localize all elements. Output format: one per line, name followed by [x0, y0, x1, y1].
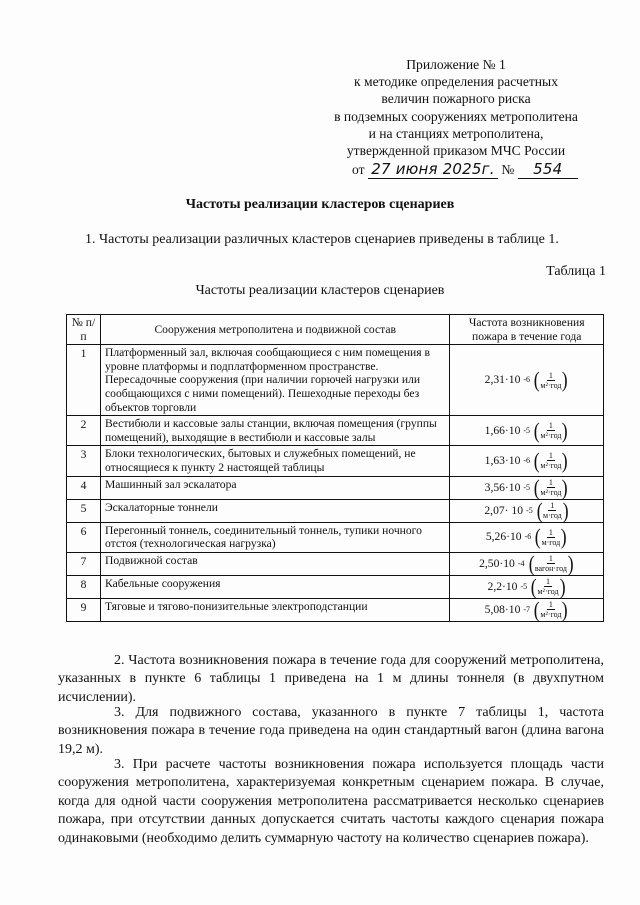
- unit-denominator: м·год: [541, 537, 561, 547]
- unit-fraction: ( $\frac{1}{\text{м²·год}}$ ): [530, 573, 566, 599]
- row-number: 4: [67, 476, 101, 499]
- unit-denominator: м·год: [543, 511, 562, 521]
- frequency-exponent: -5: [520, 581, 528, 591]
- table-title: Частоты реализации кластеров сценариев: [195, 283, 445, 298]
- unit-fraction: ( $\frac{1}{\text{м·год}}$ ): [534, 524, 567, 550]
- paragraph-4-text: 3. При расчете частоты возникновения пожара используется площадь части сооружения метрополитена, характеризуемая конкретным сценарием пожара. В случае, когда для одной части сооружения метрополитена рассматривается несколько сценариев пожара, при отсутствии данных допускается считать частоты каждого сценария пожара одинаковыми (необходимо делить суммарную частоту на количество сценариев пожара).: [58, 757, 604, 846]
- table-label: Таблица 1: [546, 264, 606, 279]
- row-description: Вестибюли и кассовые залы станции, включая помещения (группы помещений), выходящие в вестибюли и кассовые залы: [101, 416, 450, 446]
- handwritten-number: 554: [518, 160, 578, 179]
- unit-fraction: ( $\frac{1}{\text{м²·год}}$ ): [533, 367, 569, 393]
- row-number: 1: [67, 345, 101, 416]
- appendix-header: [300, 56, 612, 159]
- row-description: Перегонный тоннель, соединительный тоннель, тупики ночного отстоя (технологическая нагрузка): [101, 522, 450, 552]
- row-frequency: [450, 345, 604, 416]
- unit-numerator: 1: [548, 421, 553, 431]
- frequency-mantissa: 2,31·10: [484, 373, 521, 387]
- row-frequency: [450, 446, 604, 476]
- unit-numerator: 1: [548, 370, 553, 380]
- unit-fraction: ( $\frac{1}{\text{м·год}}$ ): [536, 497, 569, 523]
- table-row: [67, 575, 604, 598]
- table-row: [67, 416, 604, 446]
- order-date-number: [352, 160, 588, 182]
- frequency-exponent: -5: [523, 482, 531, 492]
- unit-fraction: ( $\frac{1}{\text{вагон·год}}$ ): [528, 550, 574, 576]
- unit-denominator: м²·год: [540, 461, 562, 471]
- frequency-mantissa: 1,63·10: [484, 454, 521, 468]
- row-description: Платформенный зал, включая сообщающиеся с ним помещения в уровне платформы и подплатформенном пространстве. Пересадочные сооружения (при наличии горючей нагрузки или сообщающихся с ними помещений). Пешеходные переходы без объектов торговли: [101, 345, 450, 416]
- paragraph-2: [58, 652, 604, 707]
- unit-numerator: 1: [546, 577, 550, 587]
- frequency-exponent: -7: [523, 604, 531, 614]
- frequency-exponent: -5: [523, 425, 531, 435]
- unit-numerator: 1: [548, 478, 553, 488]
- handwritten-date: 27 июня 2025г.: [368, 160, 498, 179]
- paragraph-4: [58, 756, 604, 848]
- paragraph-3-text: 3. Для подвижного состава, указанного в пункте 7 таблицы 1, частота возникновения пожара в течение года приведена на один стандартный вагон (длина вагона 19,2 м).: [58, 705, 604, 757]
- table-header-row: [67, 315, 604, 345]
- row-description: Машинный зал эскалатора: [101, 476, 450, 499]
- row-number: 8: [67, 575, 101, 598]
- table-row: [67, 345, 604, 416]
- appendix-line: в подземных сооружениях метрополитена: [334, 108, 578, 124]
- row-number: 5: [67, 499, 101, 522]
- from-label: от: [352, 162, 365, 177]
- section-title: Частоты реализации кластеров сценариев: [185, 197, 455, 212]
- unit-denominator: м²·год: [537, 587, 559, 597]
- frequency-mantissa: 1,66·10: [484, 423, 521, 437]
- row-number: 3: [67, 446, 101, 476]
- frequency-exponent: -5: [526, 505, 533, 515]
- unit-denominator: м²·год: [540, 380, 562, 390]
- unit-numerator: 1: [548, 527, 553, 537]
- row-description: Эскалаторные тоннели: [101, 499, 450, 522]
- frequency-exponent: -6: [523, 456, 531, 466]
- row-description: Тяговые и тягово-понизительные электроподстанции: [101, 598, 450, 621]
- unit-denominator: м²·год: [540, 431, 562, 441]
- appendix-line: к методике определения расчетных: [354, 74, 558, 90]
- unit-numerator: 1: [548, 451, 553, 461]
- header-freq: Частота возникновения пожара в течение года: [450, 315, 604, 345]
- row-description: Подвижной состав: [101, 552, 450, 575]
- paragraph-2-text: 2. Частота возникновения пожара в течение года для сооружений метрополитена, указанных в пункте 6 таблицы 1 приведена на 1 м длины тоннеля (в двухпутном исчислении).: [58, 653, 604, 705]
- table-row: [67, 499, 604, 522]
- appendix-line: Приложение № 1: [406, 57, 506, 72]
- row-frequency: [450, 522, 604, 552]
- frequency-mantissa: 2,50·10: [479, 556, 515, 570]
- number-label: №: [501, 162, 515, 177]
- table-row: [67, 446, 604, 476]
- row-description: Блоки технологических, бытовых и служебных помещений, не относящиеся к пункту 2 настоящей таблицы: [101, 446, 450, 476]
- row-description: Кабельные сооружения: [101, 575, 450, 598]
- unit-numerator: 1: [548, 554, 553, 564]
- unit-fraction: ( $\frac{1}{\text{м²·год}}$ ): [533, 447, 569, 473]
- row-frequency: [450, 416, 604, 446]
- row-frequency: [450, 598, 604, 621]
- table-row: [67, 598, 604, 621]
- frequency-mantissa: 3,56·10: [484, 480, 521, 494]
- paragraph-3: [58, 704, 604, 759]
- frequency-mantissa: 5,08·10: [484, 602, 521, 616]
- unit-denominator: м²·год: [540, 488, 562, 498]
- appendix-line: и на станциях метрополитена,: [368, 125, 544, 141]
- frequency-table: [66, 314, 604, 622]
- row-number: 2: [67, 416, 101, 446]
- frequency-exponent: -6: [523, 375, 531, 385]
- unit-numerator: 1: [548, 600, 553, 610]
- unit-denominator: м²·год: [540, 610, 562, 620]
- table-body: [67, 345, 604, 622]
- frequency-exponent: -4: [517, 558, 525, 568]
- row-frequency: [450, 575, 604, 598]
- row-frequency: [450, 476, 604, 499]
- row-frequency: [450, 499, 604, 522]
- unit-fraction: ( $\frac{1}{\text{м²·год}}$ ): [533, 474, 569, 500]
- table-row: [67, 552, 604, 575]
- unit-denominator: вагон·год: [534, 564, 567, 574]
- row-number: 7: [67, 552, 101, 575]
- table-row: [67, 522, 604, 552]
- frequency-mantissa: 2,07· 10: [484, 503, 524, 517]
- frequency-mantissa: 5,26·10: [485, 530, 522, 544]
- unit-fraction: ( $\frac{1}{\text{м²·год}}$ ): [533, 417, 569, 443]
- row-frequency: [450, 552, 604, 575]
- frequency-exponent: -6: [524, 532, 532, 542]
- paragraph-1: 1. Частоты реализации различных кластеров сценариев приведены в таблице 1.: [85, 232, 559, 247]
- header-desc: Сооружения метрополитена и подвижной состав: [101, 315, 450, 345]
- row-number: 6: [67, 522, 101, 552]
- unit-numerator: 1: [550, 501, 555, 511]
- header-num: № п/п: [67, 315, 101, 345]
- frequency-mantissa: 2,2·10: [487, 579, 518, 593]
- table-row: [67, 476, 604, 499]
- row-number: 9: [67, 598, 101, 621]
- appendix-line: утвержденной приказом МЧС России: [346, 143, 566, 159]
- unit-fraction: ( $\frac{1}{\text{м²·год}}$ ): [533, 596, 569, 622]
- appendix-line: величин пожарного риска: [381, 91, 531, 107]
